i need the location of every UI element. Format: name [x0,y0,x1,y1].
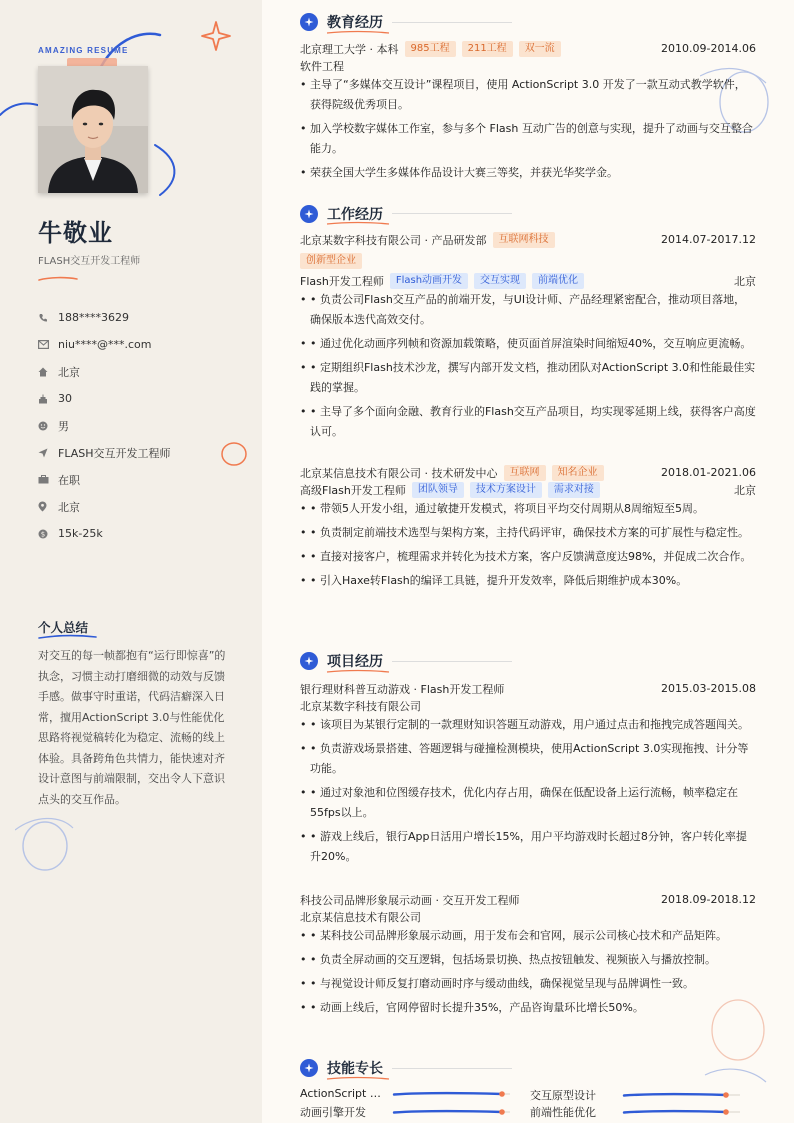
list-item: • • 动画上线后，官网停留时长提升35%，产品咨询量环比增长50%。 [300,998,756,1018]
contact-phone: 188****3629 [38,304,248,331]
send-icon [38,448,58,458]
skill-name: 动画引擎开发 [300,1106,366,1119]
role-tag: 前端优化 [532,273,584,289]
avatar [38,66,148,193]
summary-title: 个人总结 [38,620,89,635]
project-entry-2 [300,891,756,1022]
major: 软件工程 [300,59,344,73]
project-bullets [300,926,756,1018]
work-bullets [300,499,756,591]
contact-list [38,304,248,547]
section-projects-header [300,651,383,671]
education-bullets [300,75,756,183]
section-badge-icon [300,13,318,31]
project-bullets [300,715,756,867]
list-item: • • 负责游戏场景搭建、答题逻辑与碰撞检测模块，使用ActionScript 3.0实现拖拽、计分等功能。 [300,739,756,779]
skill-level-bar [392,1090,512,1098]
sidebar [0,0,262,1123]
salary-icon [38,529,58,539]
project-date: 2015.03-2015.08 [661,682,756,695]
section-title: 工作经历 [327,207,383,223]
school-name: 北京理工大学 · 本科 [300,42,399,56]
project-company: 北京某信息技术有限公司 [300,910,421,924]
role-tag: 技术方案设计 [470,482,542,498]
section-underline [326,669,390,675]
company-tag: 知名企业 [552,465,604,481]
section-rule [392,661,512,662]
contact-city: 北京 [38,358,248,385]
role-tag: 交互实现 [474,273,526,289]
list-item: • • 通过优化动画序列帧和资源加载策略，使页面首屏渲染时间缩短40%，交互响应更流畅。 [300,334,756,354]
home-icon [38,367,58,377]
list-item: • • 与视觉设计师反复打磨动画时序与缓动曲线，确保视觉呈现与品牌调性一致。 [300,974,756,994]
project-company: 北京某数字科技有限公司 [300,699,421,713]
role-tag: 需求对接 [548,482,600,498]
skill-item [300,1087,512,1100]
role-name: 高级Flash开发工程师 [300,483,406,497]
skill-level-bar [622,1091,742,1099]
list-item: • • 负责公司Flash交互产品的前端开发，与UI设计师、产品经理紧密配合，推动项目落地，确保版本迭代高效交付。 [300,290,756,330]
decor-curve-right [150,140,190,200]
work-entry-1 [300,231,756,446]
job-title: FLASH交互开发工程师 [38,256,141,267]
list-item: • • 带领5人开发小组，通过敏捷开发模式，将项目平均交付周期从8周缩短至5周。 [300,499,756,519]
project-name: 银行理财科普互动游戏 · Flash开发工程师 [300,682,505,696]
cake-icon [38,394,58,404]
contact-status: 在职 [38,466,248,493]
list-item: • • 该项目为某银行定制的一款理财知识答题互动游戏，用户通过点击和拖拽完成答题闯关。 [300,715,756,735]
sparkle-icon [200,20,232,52]
contact-salary: $ 15k-25k [38,520,248,547]
decor-circle-blue [15,810,75,880]
role-tag: Flash动画开发 [390,273,468,289]
skill-level-bar [622,1108,742,1116]
school-tag: 双一流 [519,41,561,57]
section-underline [326,30,390,36]
skill-name: 交互原型设计 [530,1089,596,1102]
skill-bar-marker [499,1091,505,1097]
section-rule [392,22,512,23]
skill-name: 前端性能优化 [530,1106,596,1119]
company-name: 北京某信息技术有限公司 · 技术研发中心 [300,466,498,480]
section-education-header [300,12,383,32]
list-item: • • 某科技公司品牌形象展示动画，用于发布会和官网，展示公司核心技术和产品矩阵。 [300,926,756,946]
work-date: 2018.01-2021.06 [661,466,756,479]
project-name: 科技公司品牌形象展示动画 · 交互开发工程师 [300,893,520,907]
list-item: • • 主导了多个面向金融、教育行业的Flash交互产品项目，均实现零延期上线，获得客户高度认可。 [300,402,756,442]
mail-icon [38,340,58,349]
education-date: 2010.09-2014.06 [661,42,756,55]
list-item: • 荣获全国大学生多媒体作品设计大赛三等奖，并获光华奖学金。 [300,163,756,183]
role-name: Flash开发工程师 [300,274,384,288]
work-entry-2 [300,464,756,595]
resume-banner: AMAZING RESUME [38,46,129,55]
skill-bar-marker [723,1109,729,1115]
main-content [300,0,756,1123]
section-underline [326,221,390,227]
work-date: 2014.07-2017.12 [661,233,756,246]
contact-age: 30 [38,385,248,412]
school-tag: 211工程 [462,41,513,57]
section-title: 教育经历 [327,15,383,31]
section-rule [392,1068,512,1069]
section-badge-icon [300,652,318,670]
location-pin-icon [38,501,58,512]
list-item: • 加入学校数字媒体工作室，参与多个 Flash 互动广告的创意与实现，提升了动画与交互整合能力。 [300,119,756,159]
list-item: • • 游戏上线后，银行App日活用户增长15%，用户平均游戏时长超过8分钟，客户转化率提升20%。 [300,827,756,867]
school-tag: 985工程 [405,41,456,57]
education-entry [300,40,756,187]
name-underline [38,276,78,282]
list-item: • • 负责制定前端技术选型与架构方案，主持代码评审，确保技术方案的可扩展性与稳定性。 [300,523,756,543]
skill-bar-marker [723,1092,729,1098]
list-item: • • 通过对象池和位图缓存技术，优化内存占用，确保在低配设备上运行流畅，帧率稳定在55fps以上。 [300,783,756,823]
person-name: 牛敬业 [38,219,113,247]
skill-item [530,1087,742,1103]
section-title: 项目经历 [327,654,383,670]
list-item: • • 负责全屏动画的交互逻辑，包括场景切换、热点按钮触发、视频嵌入与播放控制。 [300,950,756,970]
section-badge-icon [300,1059,318,1077]
work-bullets [300,290,756,442]
skill-item [530,1104,742,1120]
list-item: • • 直接对接客户，梳理需求并转化为技术方案，客户反馈满意度达98%，并促成二次合作。 [300,547,756,567]
list-item: • • 引入Haxe转Flash的编译工具链，提升开发效率，降低后期维护成本30%。 [300,571,756,591]
summary-text: 对交互的每一帧都抱有“运行即惊喜”的执念，习惯主动打磨细微的动效与反馈手感。做事守时重诺，代码洁癖深入日常，擅用ActionScript 3.0与性能优化思路将视觉稿转化为稳定、流畅的线上体验。具备跨角色共情力，能快速对齐设计意图与前端限制，交出令人下意识点头的交互作品。 [38,649,226,806]
phone-icon [38,313,58,323]
section-underline [326,1076,390,1082]
contact-gender: 男 [38,412,248,439]
svg-text:$: $ [40,530,46,538]
section-badge-icon [300,205,318,223]
company-tag: 创新型企业 [300,253,362,269]
summary-underline [38,633,98,641]
company-tag: 互联网 [504,465,546,481]
list-item: • • 定期组织Flash技术沙龙，撰写内部开发文档，推动团队对ActionScript 3.0和性能最佳实践的掌握。 [300,358,756,398]
role-tag: 团队领导 [412,482,464,498]
skill-bar-marker [499,1109,505,1115]
contact-email: niu****@***.com [38,331,248,358]
contact-location: 北京 [38,493,248,520]
section-rule [392,213,512,214]
project-date: 2018.09-2018.12 [661,893,756,906]
project-entry-1 [300,680,756,871]
company-name: 北京某数字科技有限公司 · 产品研发部 [300,233,487,247]
section-title: 技能专长 [327,1061,383,1077]
contact-position: FLASH交互开发工程师 [38,439,248,466]
skill-level-bar [392,1108,512,1116]
briefcase-icon [38,475,58,484]
work-city: 北京 [734,483,756,497]
list-item: • 主导了“多媒体交互设计”课程项目，使用 ActionScript 3.0 开发了一款互动式教学软件，获得院级优秀项目。 [300,75,756,115]
section-skills-header [300,1058,383,1078]
gender-icon [38,421,58,431]
skill-item [300,1104,512,1120]
work-city: 北京 [734,274,756,288]
skill-name: ActionScript … [300,1087,381,1100]
company-tag: 互联网科技 [493,232,555,248]
